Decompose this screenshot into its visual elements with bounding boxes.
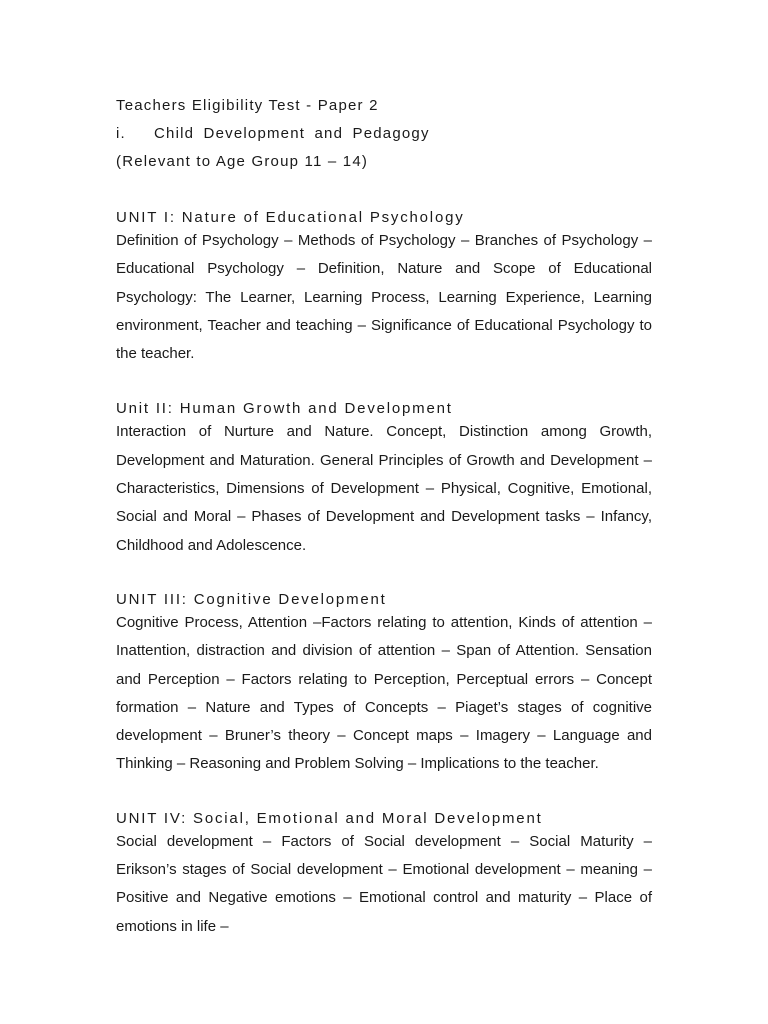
subject-heading: i. Child Development and Pedagogy [116,125,430,142]
unit-3-body: Cognitive Process, Attention –Factors relating to attention, Kinds of attention – Inattention, distraction and division of attention – Span of Attention. Sensation and Perception – Factors relating to Perception, Perceptual errors – Concept formation – Nature and Types of Concepts – Piaget’s stages of cognitive development – Bruner’s theory – Concept maps – Imagery – Language and Thinking – Reasoning and Problem Solving – Implications to the teacher. [116,613,652,773]
unit-4-body: Social development – Factors of Social development – Social Maturity – Erikson’s stages of Social development – Emotional development – meaning – Positive and Negative emotions – Emotional control and maturity – Place of emotions in life – [116,832,652,935]
unit-1-title: UNIT I: Nature of Educational Psychology [116,209,465,226]
unit-2-body: Interaction of Nurture and Nature. Concept, Distinction among Growth, Development and Maturation. General Principles of Growth and Development – Characteristics, Dimensions of Development – Physical, Cognitive, Emotional, Social and Moral – Phases of Development and Development tasks – Infancy, Childhood and Adolescence. [116,423,652,554]
document-title: Teachers Eligibility Test - Paper 2 [116,97,379,114]
age-group-note: (Relevant to Age Group 11 – 14) [116,153,369,170]
unit-3-title: UNIT III: Cognitive Development [116,590,387,608]
unit-2-section [116,396,652,559]
unit-1-section [116,205,652,368]
unit-4-section [116,806,652,941]
unit-4-title: UNIT IV: Social, Emotional and Moral Development [116,809,543,827]
unit-2-title: Unit II: Human Growth and Development [116,400,453,418]
document-page [116,92,652,941]
unit-1-body: Definition of Psychology – Methods of Psychology – Branches of Psychology – Educational Psychology – Definition, Nature and Scope of Educational Psychology: The Learner, Learning Process, Learning Experience, Learning environment, Teacher and teaching – Significance of Educational Psychology to the teacher. [116,232,652,363]
unit-3-section [116,587,652,779]
